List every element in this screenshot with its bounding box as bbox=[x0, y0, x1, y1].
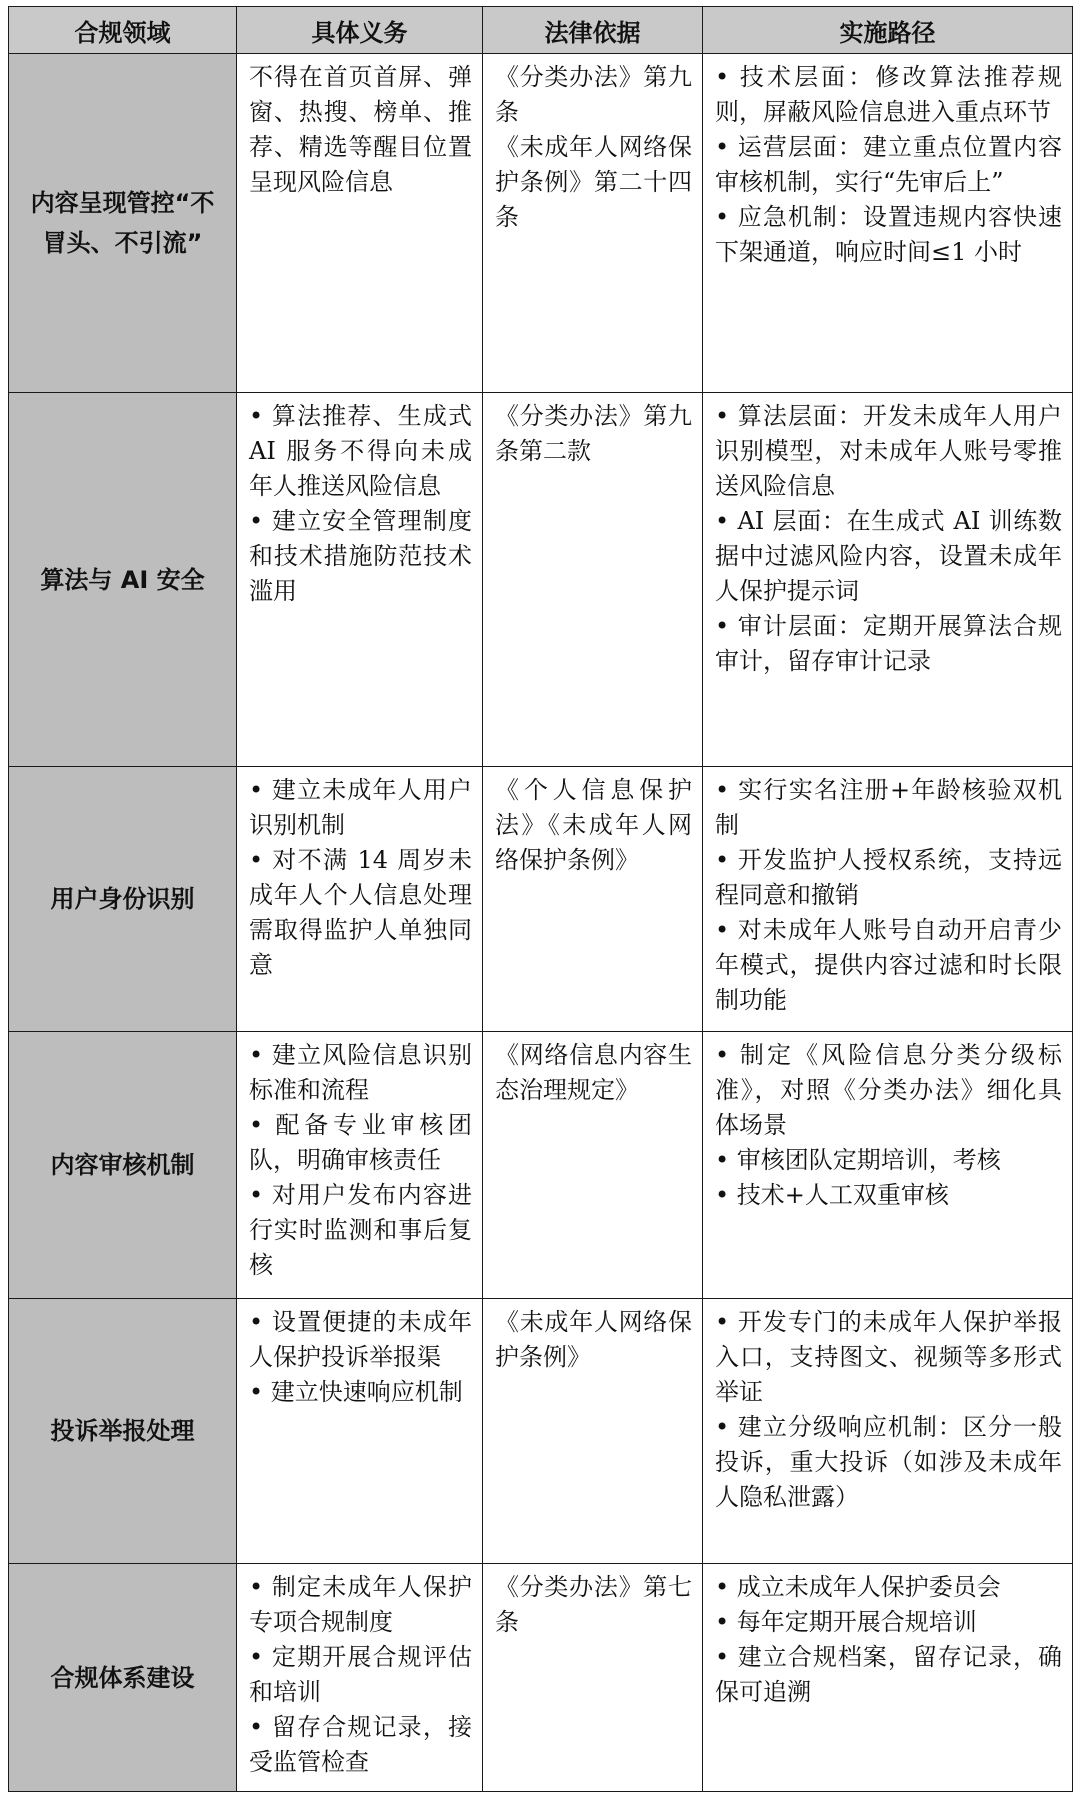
path-item: • 成立未成年人保护委员会 bbox=[715, 1573, 1001, 1601]
table-row bbox=[9, 1564, 1073, 1792]
area-label: 合规体系建设 bbox=[50, 1663, 195, 1692]
obligation-item: • 对不满 14 周岁未成年人个人信息处理需取得监护人单独同意 bbox=[249, 846, 472, 979]
table-row bbox=[9, 393, 1073, 767]
basis-item: 《网络信息内容生态治理规定》 bbox=[495, 1041, 692, 1104]
area-label: 投诉举报处理 bbox=[50, 1417, 195, 1445]
path-item: • AI 层面：在生成式 AI 训练数据中过滤风险内容，设置未成年人保护提示词 bbox=[715, 507, 1062, 605]
obligations-cell bbox=[237, 1299, 483, 1564]
obligation-item: • 建立未成年人用户识别机制 bbox=[249, 776, 472, 839]
obligation-item: • 建立风险信息识别标准和流程 bbox=[249, 1041, 472, 1104]
path-item: • 建立合规档案，留存记录，确保可追溯 bbox=[715, 1643, 1062, 1706]
area-cell bbox=[9, 393, 237, 767]
table-row bbox=[9, 54, 1073, 393]
path-item: • 技术层面：修改算法推荐规则，屏蔽风险信息进入重点环节 bbox=[715, 63, 1062, 126]
path-item: • 对未成年人账号自动开启青少年模式，提供内容过滤和时长限制功能 bbox=[715, 916, 1062, 1014]
implementation-cell bbox=[703, 767, 1073, 1032]
path-item: • 应急机制：设置违规内容快速下架通道，响应时间≤1 小时 bbox=[715, 203, 1062, 266]
obligation-item: • 制定未成年人保护专项合规制度 bbox=[249, 1573, 472, 1636]
legal-basis-cell bbox=[483, 1299, 703, 1564]
path-item: • 制定《风险信息分类分级标准》，对照《分类办法》细化具体场景 bbox=[715, 1041, 1062, 1139]
obligation-item: 不得在首页首屏、弹窗、热搜、榜单、推荐、精选等醒目位置呈现风险信息 bbox=[249, 63, 472, 196]
path-item: • 建立分级响应机制：区分一般投诉，重大投诉（如涉及未成年人隐私泄露） bbox=[715, 1413, 1062, 1511]
header-legal-basis: 法律依据 bbox=[483, 7, 703, 54]
obligation-item: • 定期开展合规评估和培训 bbox=[249, 1643, 472, 1706]
header-row bbox=[9, 7, 1073, 54]
area-label: 内容审核机制 bbox=[50, 1151, 195, 1179]
path-item: • 每年定期开展合规培训 bbox=[715, 1608, 977, 1636]
implementation-cell bbox=[703, 1032, 1073, 1299]
table-row bbox=[9, 1032, 1073, 1299]
path-item: • 技术+人工双重审核 bbox=[715, 1181, 949, 1209]
legal-basis-cell bbox=[483, 54, 703, 393]
implementation-cell bbox=[703, 1564, 1073, 1792]
basis-item: 《未成年人网络保护条例》第二十四条 bbox=[495, 133, 692, 231]
basis-item: 《分类办法》第九条第二款 bbox=[495, 402, 692, 465]
legal-basis-cell bbox=[483, 1032, 703, 1299]
legal-basis-cell bbox=[483, 767, 703, 1032]
obligation-item: • 留存合规记录，接受监管检查 bbox=[249, 1713, 472, 1776]
legal-basis-cell bbox=[483, 1564, 703, 1792]
path-item: • 开发专门的未成年人保护举报入口，支持图文、视频等多形式举证 bbox=[715, 1308, 1062, 1406]
obligations-cell bbox=[237, 1032, 483, 1299]
area-cell bbox=[9, 1564, 237, 1792]
obligation-item: • 设置便捷的未成年人保护投诉举报渠 bbox=[249, 1308, 472, 1371]
obligation-item: • 建立安全管理制度和技术措施防范技术滥用 bbox=[249, 507, 472, 605]
area-label: 内容呈现管控“不冒头、不引流” bbox=[30, 189, 215, 257]
obligation-item: • 算法推荐、生成式 AI 服务不得向未成年人推送风险信息 bbox=[249, 402, 472, 500]
obligation-item: • 对用户发布内容进行实时监测和事后复核 bbox=[249, 1181, 472, 1279]
obligations-cell bbox=[237, 1564, 483, 1792]
compliance-table bbox=[8, 6, 1073, 1792]
obligations-cell bbox=[237, 54, 483, 393]
path-item: • 审计层面：定期开展算法合规审计，留存审计记录 bbox=[715, 612, 1062, 675]
header-specific-obligations: 具体义务 bbox=[237, 7, 483, 54]
obligations-cell bbox=[237, 393, 483, 767]
obligation-item: • 配备专业审核团队，明确审核责任 bbox=[249, 1111, 472, 1174]
legal-basis-cell bbox=[483, 393, 703, 767]
basis-item: 《分类办法》第七条 bbox=[495, 1573, 692, 1636]
header-compliance-area: 合规领域 bbox=[9, 7, 237, 54]
area-cell bbox=[9, 54, 237, 393]
table-row bbox=[9, 1299, 1073, 1564]
area-label: 算法与 AI 安全 bbox=[40, 565, 205, 594]
obligation-item: • 建立快速响应机制 bbox=[249, 1378, 463, 1406]
basis-item: 《分类办法》第九条 bbox=[495, 63, 692, 126]
path-item: • 开发监护人授权系统，支持远程同意和撤销 bbox=[715, 846, 1062, 909]
implementation-cell bbox=[703, 1299, 1073, 1564]
implementation-cell bbox=[703, 393, 1073, 767]
area-label: 用户身份识别 bbox=[50, 885, 195, 913]
area-cell bbox=[9, 1032, 237, 1299]
area-cell bbox=[9, 1299, 237, 1564]
implementation-cell bbox=[703, 54, 1073, 393]
obligations-cell bbox=[237, 767, 483, 1032]
table-row bbox=[9, 767, 1073, 1032]
basis-item: 《未成年人网络保护条例》 bbox=[495, 1308, 692, 1371]
basis-item: 《个人信息保护法》《未成年人网络保护条例》 bbox=[495, 776, 692, 874]
path-item: • 实行实名注册+年龄核验双机制 bbox=[715, 776, 1062, 839]
path-item: • 算法层面：开发未成年人用户识别模型，对未成年人账号零推送风险信息 bbox=[715, 402, 1062, 500]
header-implementation-path: 实施路径 bbox=[703, 7, 1073, 54]
area-cell bbox=[9, 767, 237, 1032]
path-item: • 审核团队定期培训，考核 bbox=[715, 1146, 1001, 1174]
path-item: • 运营层面：建立重点位置内容审核机制，实行“先审后上” bbox=[715, 133, 1062, 196]
